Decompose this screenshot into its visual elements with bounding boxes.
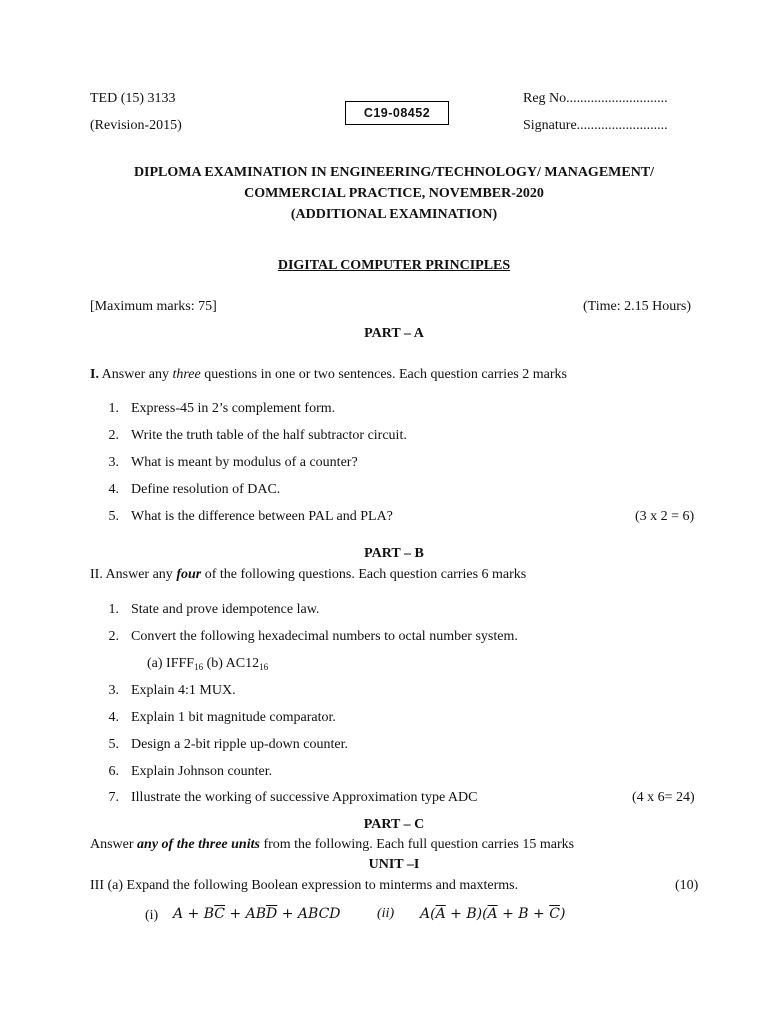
question-number: 6.: [108, 764, 119, 779]
part-a-instruction-post: questions in one or two sentences. Each question carries 2 marks: [200, 367, 567, 382]
question-text: Explain 4:1 MUX.: [131, 683, 236, 698]
part-b-heading: PART – B: [364, 546, 424, 561]
question-text: Design a 2-bit ripple up-down counter.: [131, 737, 348, 752]
part-b-instruction-em: four: [176, 567, 202, 582]
title-line-2: COMMERCIAL PRACTICE, NOVEMBER-2020: [244, 186, 544, 201]
hex-a-label: (a) IFFF: [147, 656, 195, 671]
question-text: Explain Johnson counter.: [131, 764, 273, 779]
title-line-3: (ADDITIONAL EXAMINATION): [290, 207, 498, 222]
part-a-instruction-em: three: [172, 367, 201, 382]
q3-text: Expand the following Boolean expression to minterms and maxterms.: [123, 878, 519, 893]
title-line-1: DIPLOMA EXAMINATION IN ENGINEERING/TECHNOLOGY/ MANAGEMENT/: [133, 165, 655, 180]
question-text: What is meant by modulus of a counter?: [131, 455, 358, 470]
question-text: Explain 1 bit magnitude comparator.: [131, 710, 336, 725]
part-a-heading: PART – A: [364, 326, 424, 341]
reg-no: Reg No.............................: [523, 91, 668, 106]
question-number: 1.: [108, 401, 119, 416]
expression-i: $A + B\overline{C} + AB\overline{D}$ + ABCD: [173, 906, 341, 922]
question-number: 3.: [108, 455, 119, 470]
part-b-instruction-pre: II. Answer any: [90, 567, 177, 582]
part-a-marks: (3 x 2 = 6): [635, 509, 695, 524]
hex-b-label: (b) AC12: [203, 656, 260, 671]
q3-label: III (a): [90, 878, 124, 893]
question-number: 5.: [108, 509, 119, 524]
part-b-marks: (4 x 6= 24): [632, 790, 695, 805]
part-b-instruction-post: of the following questions. Each question carries 6 marks: [201, 567, 527, 582]
question-text: Convert the following hexadecimal numbers to octal number system.: [131, 629, 518, 644]
part-c-instruction-pre: Answer: [90, 837, 138, 852]
q3-marks: (10): [675, 878, 699, 893]
paper-code: TED (15) 3133: [90, 91, 176, 106]
hex-b-base: 16: [259, 662, 269, 672]
question-number: 7.: [108, 790, 119, 805]
expression-ii-label: (ii): [377, 906, 395, 921]
unit-heading: UNIT –I: [368, 857, 420, 872]
question-number: 2.: [108, 428, 119, 443]
part-c-instruction-post: from the following. Each full question carries 15 marks: [259, 837, 575, 852]
question-text: What is the difference between PAL and PLA?: [131, 509, 393, 524]
part-a-instruction-pre: Answer any: [98, 367, 173, 382]
question-code-box: C19-08452: [345, 101, 449, 125]
subject-title: DIGITAL COMPUTER PRINCIPLES: [277, 258, 511, 273]
question-text: Illustrate the working of successive Approximation type ADC: [131, 790, 478, 805]
hex-a-base: 16: [194, 662, 204, 672]
expression-ii: $A(\overline{A} + B)(\overline{A} + B + \overline{C})$: [420, 906, 566, 922]
part-b-instruction: [90, 567, 526, 583]
signature: Signature..........................: [523, 118, 668, 133]
question-number: 4.: [108, 482, 119, 497]
question-text: Define resolution of DAC.: [131, 482, 281, 497]
time: (Time: 2.15 Hours): [583, 299, 691, 314]
part-c-heading: PART – C: [363, 817, 425, 832]
question-number: 2.: [108, 629, 119, 644]
question-text: Write the truth table of the half subtractor circuit.: [131, 428, 407, 443]
question-number: 4.: [108, 710, 119, 725]
question-text: Express-45 in 2’s complement form.: [131, 401, 336, 416]
max-marks: [Maximum marks: 75]: [90, 299, 217, 314]
expression-i-label: (i): [145, 908, 159, 923]
question-text: State and prove idempotence law.: [131, 602, 320, 617]
revision: (Revision-2015): [90, 118, 182, 133]
question-number: 1.: [108, 602, 119, 617]
question-3a: [90, 878, 518, 894]
part-c-instruction-em: any of the three units: [137, 837, 260, 852]
question-number: 5.: [108, 737, 119, 752]
part-c-instruction: [90, 837, 574, 853]
question-number: 3.: [108, 683, 119, 698]
part-a-instruction: [90, 367, 567, 383]
hex-subitem: [147, 656, 268, 672]
part-a-roman: I.: [90, 367, 99, 382]
